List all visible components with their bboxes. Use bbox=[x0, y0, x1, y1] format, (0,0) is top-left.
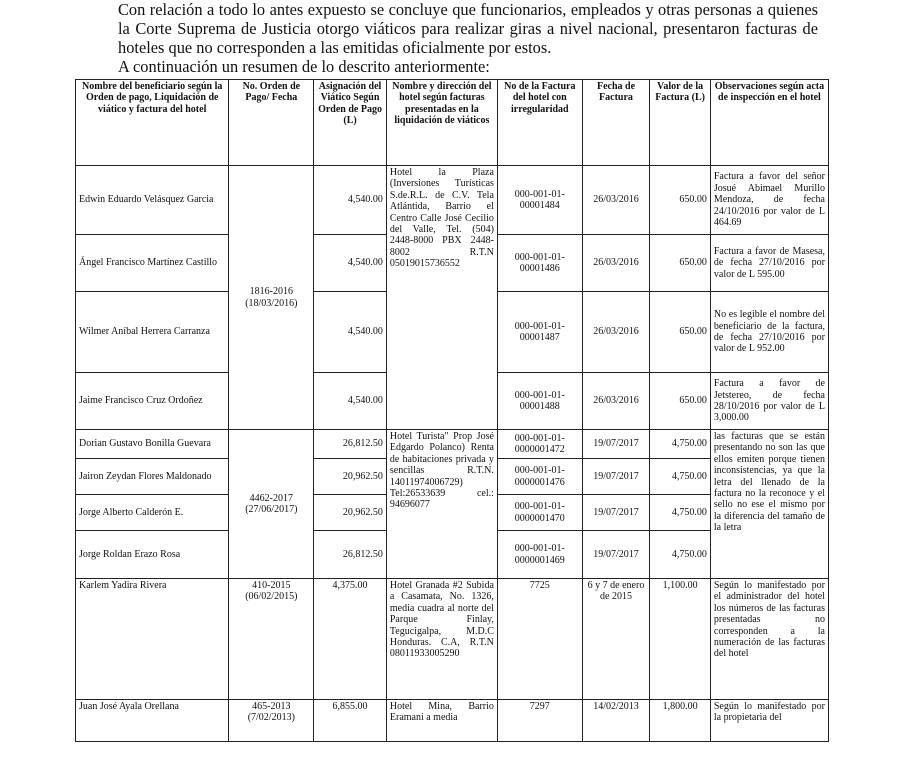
valor-cell: 4,750.00 bbox=[650, 459, 711, 495]
valor-cell: 1,800.00 bbox=[650, 700, 711, 742]
valor-cell: 4,750.00 bbox=[650, 531, 711, 579]
observaciones-cell: Según lo manifestado por la propietaria del bbox=[710, 700, 828, 742]
fecha-cell: 19/07/2017 bbox=[582, 430, 650, 459]
beneficiario-cell: Jaime Francisco Cruz Ordoñez bbox=[76, 373, 229, 430]
beneficiario-cell: Edwin Eduardo Velásquez Garcia bbox=[76, 166, 229, 235]
observaciones-cell: Factura a favor del señor Josué Abimael Murillo Mendoza, de fecha 24/10/2016 por valor de L 464.69 bbox=[710, 166, 828, 235]
intro-lead: A continuación un resumen de lo descrito anteriormente: bbox=[118, 57, 490, 76]
hotel-cell: Hotel Turista" Prop José Edgardo Polanco) Renta de habitaciones privada y sencillas R.T.N. 14011974006729) Tel:26533639 cel.: 94696077 bbox=[386, 430, 497, 579]
factura-cell: 000-001-01-00001486 bbox=[497, 235, 582, 292]
header-no-factura: No de la Factura del hotel con irregularidad bbox=[497, 80, 582, 166]
hotel-cell: Hotel Mina, Barrio Eramani a media bbox=[386, 700, 497, 742]
table-header-row bbox=[76, 80, 829, 166]
fecha-cell: 19/07/2017 bbox=[582, 531, 650, 579]
observaciones-cell: Factura a favor de Jetstereo, de fecha 28/10/2016 por valor de L 3,000.00 bbox=[710, 373, 828, 430]
header-fecha-factura: Fecha de Factura bbox=[582, 80, 650, 166]
fecha-cell: 26/03/2016 bbox=[582, 166, 650, 235]
factura-cell: 000-001-01-0000001469 bbox=[497, 531, 582, 579]
asignacion-cell: 4,540.00 bbox=[314, 373, 387, 430]
factura-cell: 7297 bbox=[497, 700, 582, 742]
factura-cell: 7725 bbox=[497, 579, 582, 700]
beneficiario-cell: Jorge Roldan Erazo Rosa bbox=[76, 531, 229, 579]
factura-cell: 000-001-01-00001484 bbox=[497, 166, 582, 235]
valor-cell: 4,750.00 bbox=[650, 430, 711, 459]
factura-cell: 000-001-01-00001488 bbox=[497, 373, 582, 430]
asignacion-cell: 26,812.50 bbox=[314, 531, 387, 579]
observaciones-cell: Factura a favor de Masesa, de fecha 27/10/2016 por valor de L 595.00 bbox=[710, 235, 828, 292]
hotel-cell: Hotel Granada #2 Subida a Casamata, No. 1326, media cuadra al norte del Parque Finlay, Tegucigalpa, M.D.C Honduras. C.A, R.T.N 08011933005290 bbox=[386, 579, 497, 700]
orden-pago-cell: 1816-2016 (18/03/2016) bbox=[229, 166, 314, 430]
fecha-cell: 26/03/2016 bbox=[582, 235, 650, 292]
fecha-cell: 26/03/2016 bbox=[582, 292, 650, 373]
fecha-cell: 19/07/2017 bbox=[582, 459, 650, 495]
orden-pago-cell: 465-2013 (7/02/2013) bbox=[229, 700, 314, 742]
header-hotel: Nombre y dirección del hotel según facturas presentadas en la liquidación de viáticos bbox=[386, 80, 497, 166]
table-row bbox=[76, 700, 829, 742]
asignacion-cell: 4,540.00 bbox=[314, 292, 387, 373]
valor-cell: 650.00 bbox=[650, 235, 711, 292]
factura-cell: 000-001-01-0000001476 bbox=[497, 459, 582, 495]
valor-cell: 650.00 bbox=[650, 166, 711, 235]
fecha-cell: 26/03/2016 bbox=[582, 373, 650, 430]
fecha-cell: 14/02/2013 bbox=[582, 700, 650, 742]
beneficiario-cell: Ángel Francisco Martínez Castillo bbox=[76, 235, 229, 292]
beneficiario-cell: Dorian Gustavo Bonilla Guevara bbox=[76, 430, 229, 459]
valor-cell: 650.00 bbox=[650, 373, 711, 430]
observaciones-cell: No es legible el nombre del beneficiario de la factura, de fecha 27/10/2016 por valor de L 952.00 bbox=[710, 292, 828, 373]
header-beneficiario: Nombre del beneficiario según la Orden de pago, Liquidación de viático y factura del hotel bbox=[76, 80, 229, 166]
factura-cell: 000-001-01-0000001470 bbox=[497, 495, 582, 531]
fecha-cell: 19/07/2017 bbox=[582, 495, 650, 531]
asignacion-cell: 20,962.50 bbox=[314, 495, 387, 531]
viaticos-summary-table bbox=[75, 79, 829, 742]
valor-cell: 4,750.00 bbox=[650, 495, 711, 531]
table-row bbox=[76, 166, 829, 235]
observaciones-cell: Según lo manifestado por el administrador del hotel los números de las facturas presentadas no corresponden a la numeración de las facturas del hotel bbox=[710, 579, 828, 700]
factura-cell: 000-001-01-00001487 bbox=[497, 292, 582, 373]
valor-cell: 650.00 bbox=[650, 292, 711, 373]
beneficiario-cell: Jorge Alberto Calderón E. bbox=[76, 495, 229, 531]
beneficiario-cell: Juan José Ayala Orellana bbox=[76, 700, 229, 742]
hotel-cell: Hotel la Plaza (Inversiones Turísticas S.de.R.L. de C.V. Tela Atlántida, Barrio el Centro Calle José Cecilio del Valle, Tel. (504) 2448-8000 PBX 2448-8002 R.T.N 05019015736552 bbox=[386, 166, 497, 430]
fecha-cell: 6 y 7 de enero de 2015 bbox=[582, 579, 650, 700]
header-observaciones: Observaciones según acta de inspección en el hotel bbox=[710, 80, 828, 166]
beneficiario-cell: Wilmer Aníbal Herrera Carranza bbox=[76, 292, 229, 373]
header-valor-factura: Valor de la Factura (L) bbox=[650, 80, 711, 166]
factura-cell: 000-001-01-0000001472 bbox=[497, 430, 582, 459]
header-orden-pago: No. Orden de Pago/ Fecha bbox=[229, 80, 314, 166]
orden-pago-cell: 4462-2017 (27/06/2017) bbox=[229, 430, 314, 579]
orden-pago-cell: 410-2015 (06/02/2015) bbox=[229, 579, 314, 700]
beneficiario-cell: Jairon Zeydan Flores Maldonado bbox=[76, 459, 229, 495]
asignacion-cell: 4,540.00 bbox=[314, 235, 387, 292]
asignacion-cell: 4,540.00 bbox=[314, 166, 387, 235]
asignacion-cell: 4,375.00 bbox=[314, 579, 387, 700]
observaciones-cell: las facturas que se están presentando no son las que ellos emiten porque tienen inconsistencias, ya que la letra del llenado de la factura no la reconoce y el sello no ese el mismo por la diferencia del tamaño de la letra bbox=[710, 430, 828, 579]
intro-paragraph: Con relación a todo lo antes expuesto se concluye que funcionarios, empleados y otras personas a quienes la Corte Suprema de Justicia otorgo viáticos para realizar giras a nivel nacional, presentaron facturas de hoteles que no corresponden a las emitidas oficialmente por estos. bbox=[118, 0, 818, 57]
table-row bbox=[76, 430, 829, 459]
header-asignacion: Asignación del Viático Según Orden de Pago (L) bbox=[314, 80, 387, 166]
intro-text bbox=[118, 0, 818, 76]
asignacion-cell: 26,812.50 bbox=[314, 430, 387, 459]
beneficiario-cell: Karlem Yadira Rivera bbox=[76, 579, 229, 700]
valor-cell: 1,100.00 bbox=[650, 579, 711, 700]
table-row bbox=[76, 579, 829, 700]
asignacion-cell: 20,962.50 bbox=[314, 459, 387, 495]
asignacion-cell: 6,855.00 bbox=[314, 700, 387, 742]
